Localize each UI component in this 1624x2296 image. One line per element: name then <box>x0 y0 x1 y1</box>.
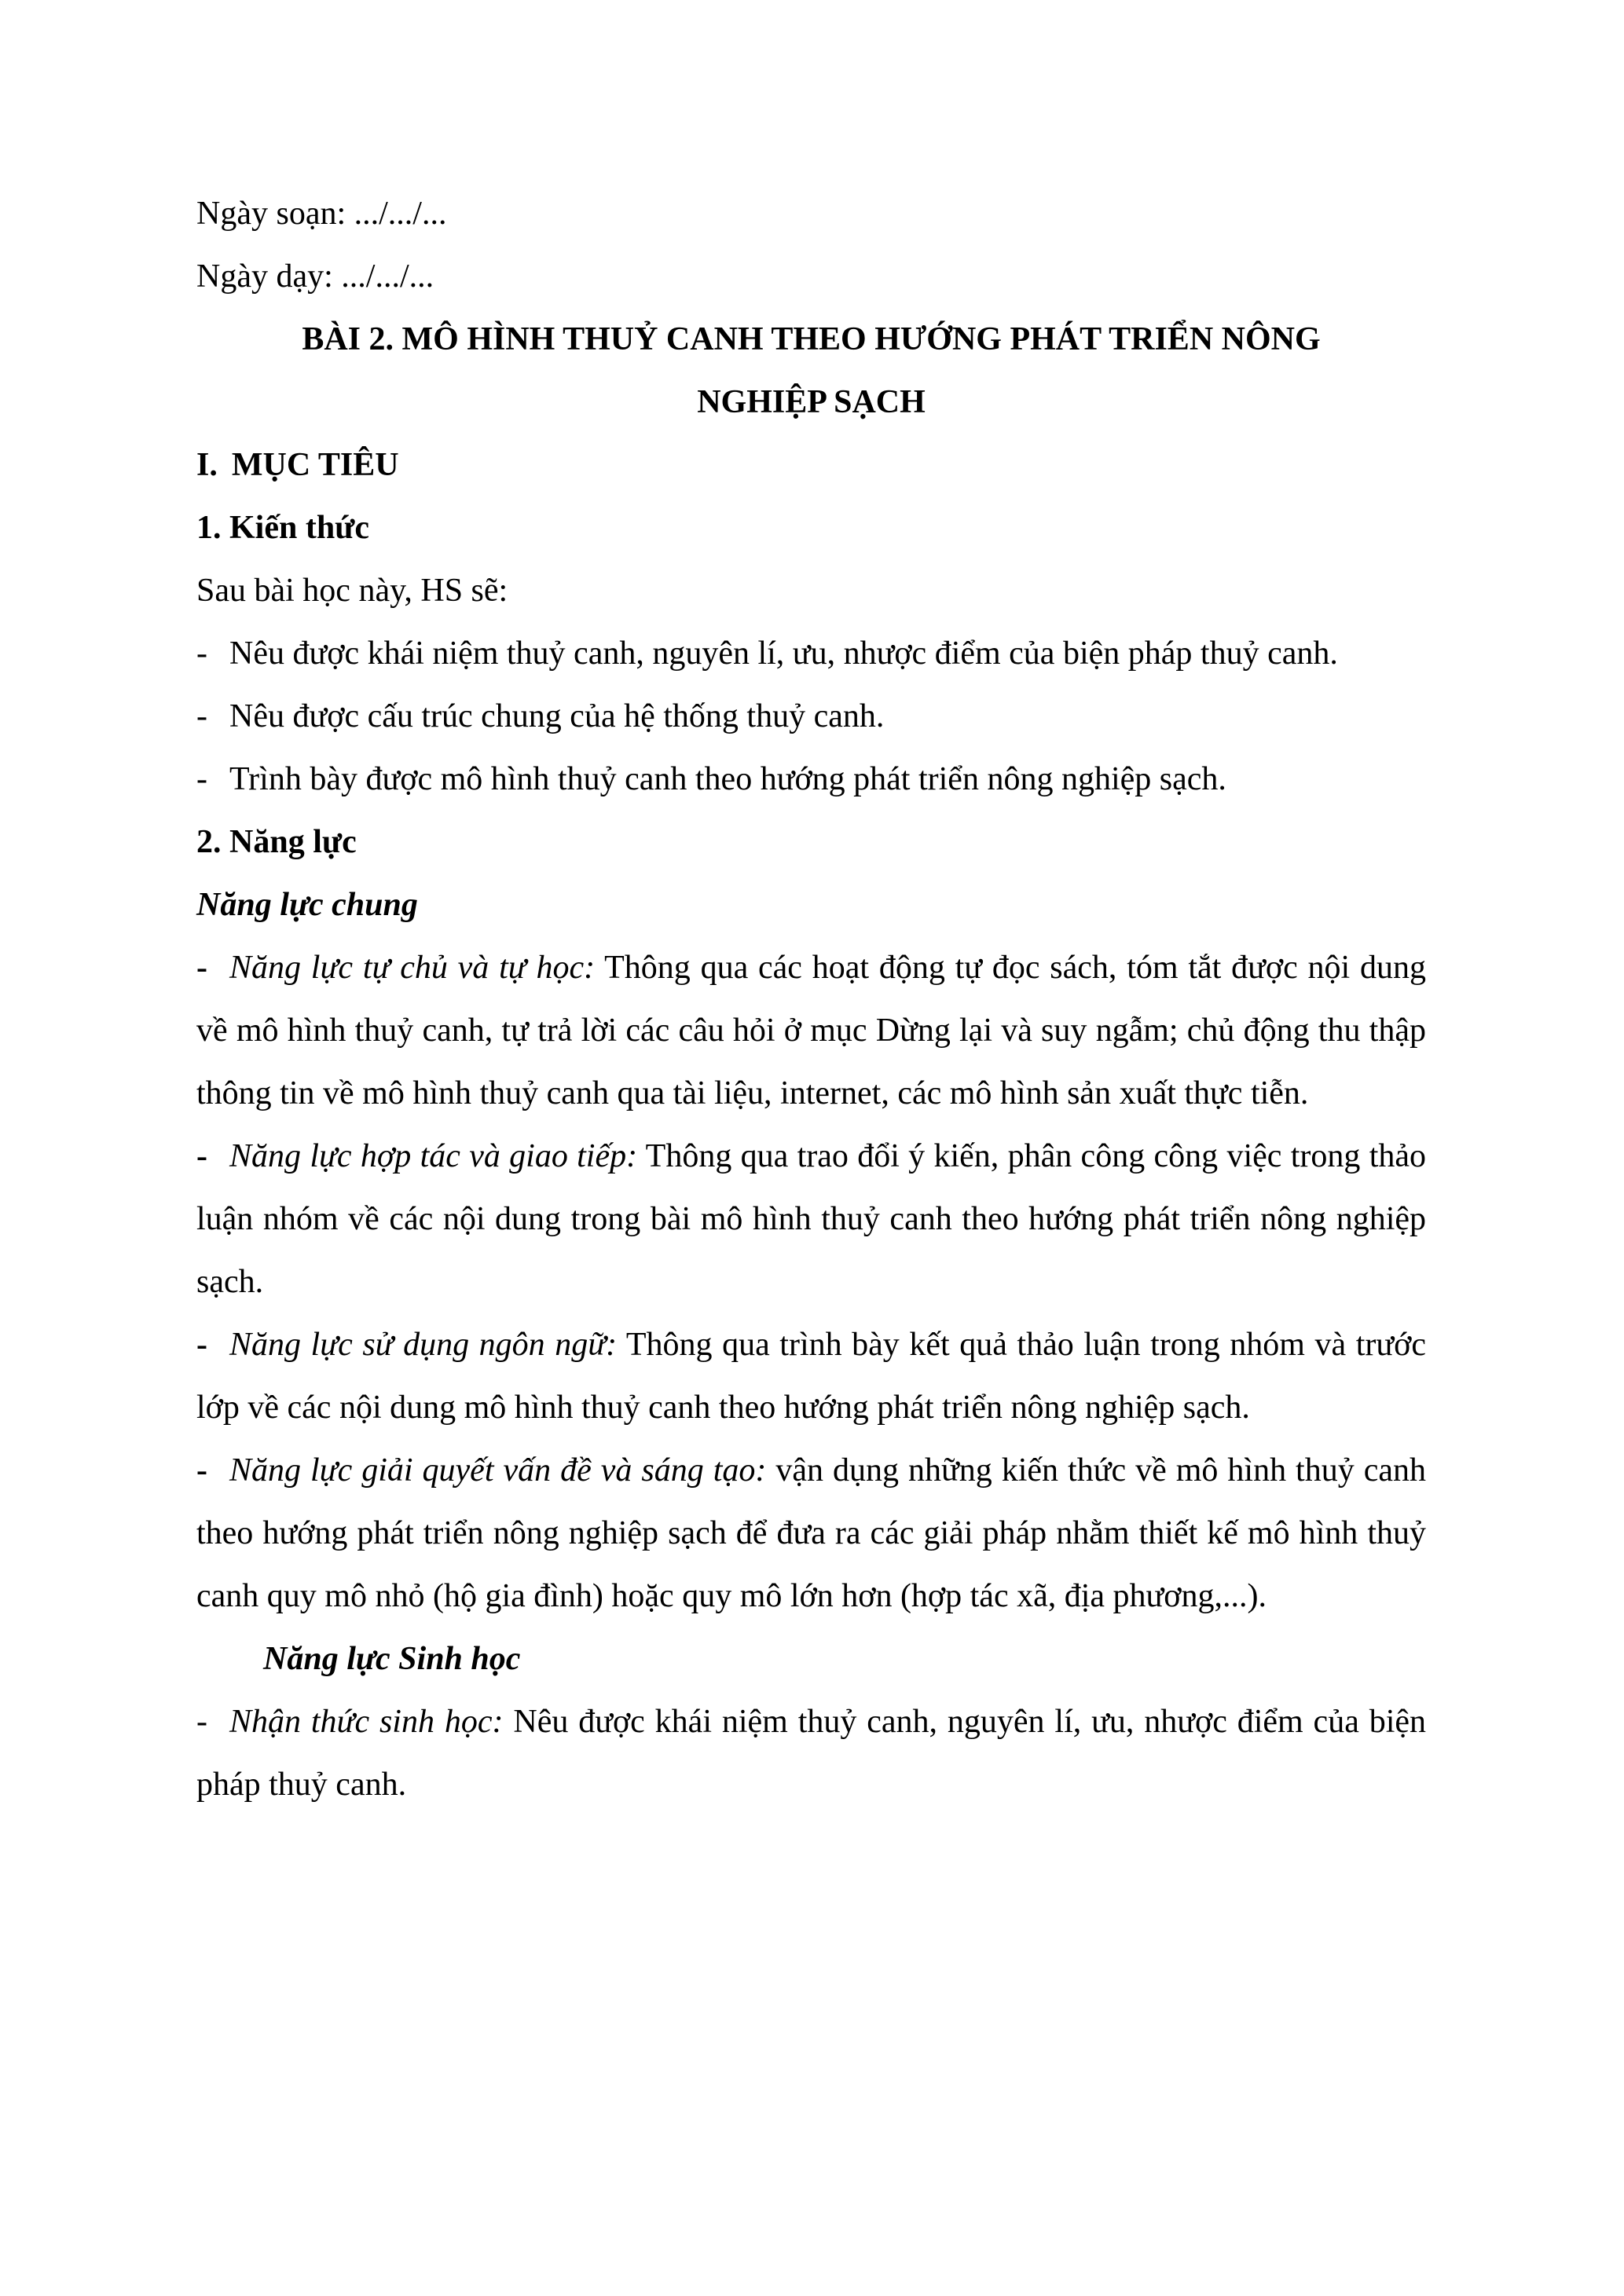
competency-text: Nêu được khái niệm thuỷ canh, nguyên lí, ưu, nhược điểm của biện pháp thuỷ canh. <box>196 1704 1427 1803</box>
bullet-dash: - <box>196 698 207 734</box>
lesson-title-line-2: NGHIỆP SẠCH <box>697 384 926 420</box>
competency-text: Thông qua trao đổi ý kiến, phân công công việc trong thảo luận nhóm về các nội dung trong bài mô hình thuỷ canh theo hướng phát triển nông nghiệp sạch. <box>196 1138 1427 1300</box>
kien-thuc-bullet-2 <box>196 685 1426 748</box>
heading-nang-luc-chung: Năng lực chung <box>196 887 418 923</box>
competency-lead: Năng lực tự chủ và tự học: <box>229 950 596 986</box>
bullet-dash: - <box>196 950 207 986</box>
date-prepared-line: Ngày soạn: .../.../... <box>196 196 447 232</box>
competency-lead: Năng lực giải quyết vấn đề và sáng tạo: <box>229 1452 767 1489</box>
bullet-dash: - <box>196 1138 207 1174</box>
competency-item-nhan-thuc <box>196 1690 1426 1816</box>
bullet-text: Trình bày được mô hình thuỷ canh theo hướng phát triển nông nghiệp sạch. <box>229 761 1226 797</box>
competency-text: vận dụng những kiến thức về mô hình thuỷ canh theo hướng phát triển nông nghiệp sạch để đưa ra các giải pháp nhằm thiết kế mô hình thuỷ canh quy mô nhỏ (hộ gia đình) hoặc quy mô lớn hơn (hợp tác xã, địa phương,...). <box>196 1452 1427 1614</box>
lesson-title <box>196 308 1426 434</box>
section-label: MỤC TIÊU <box>231 447 399 483</box>
competency-item-ngon-ngu <box>196 1313 1426 1439</box>
section-heading-muc-tieu <box>196 434 1426 496</box>
bullet-text: Nêu được khái niệm thuỷ canh, nguyên lí, ưu, nhược điểm của biện pháp thuỷ canh. <box>229 635 1338 672</box>
heading-nang-luc-sinh-hoc: Năng lực Sinh học <box>263 1641 521 1677</box>
heading-nang-luc: 2. Năng lực <box>196 824 357 860</box>
kien-thuc-bullet-3 <box>196 748 1426 811</box>
competency-item-hop-tac <box>196 1125 1426 1313</box>
bullet-dash: - <box>196 1452 207 1489</box>
competency-text: Thông qua trình bày kết quả thảo luận trong nhóm và trước lớp về các nội dung mô hình thuỷ canh theo hướng phát triển nông nghiệp sạch. <box>196 1327 1426 1426</box>
heading-kien-thuc: 1. Kiến thức <box>196 510 370 546</box>
competency-text: Thông qua các hoạt động tự đọc sách, tóm tắt được nội dung về mô hình thuỷ canh, tự trả lời các câu hỏi ở mục Dừng lại và suy ngẫm; chủ động thu thập thông tin về mô hình thuỷ canh qua tài liệu, internet, các mô hình sản xuất thực tiễn. <box>196 950 1427 1111</box>
competency-lead: Năng lực sử dụng ngôn ngữ: <box>229 1327 618 1363</box>
competency-item-giai-quyet <box>196 1439 1426 1628</box>
kien-thuc-bullet-1 <box>196 622 1426 685</box>
competency-lead: Năng lực hợp tác và giao tiếp: <box>229 1138 638 1174</box>
lesson-title-line-1: BÀI 2. MÔ HÌNH THUỶ CANH THEO HƯỚNG PHÁT TRIỂN NÔNG <box>302 321 1321 357</box>
bullet-dash: - <box>196 761 207 797</box>
bullet-dash: - <box>196 635 207 672</box>
kien-thuc-intro: Sau bài học này, HS sẽ: <box>196 573 508 609</box>
bullet-dash: - <box>196 1327 207 1363</box>
date-taught-line: Ngày dạy: .../.../... <box>196 258 434 295</box>
competency-item-tu-chu <box>196 936 1426 1125</box>
competency-lead: Nhận thức sinh học: <box>229 1704 504 1740</box>
section-number: I. <box>196 447 218 483</box>
bullet-dash: - <box>196 1704 207 1740</box>
bullet-text: Nêu được cấu trúc chung của hệ thống thuỷ canh. <box>229 698 885 734</box>
